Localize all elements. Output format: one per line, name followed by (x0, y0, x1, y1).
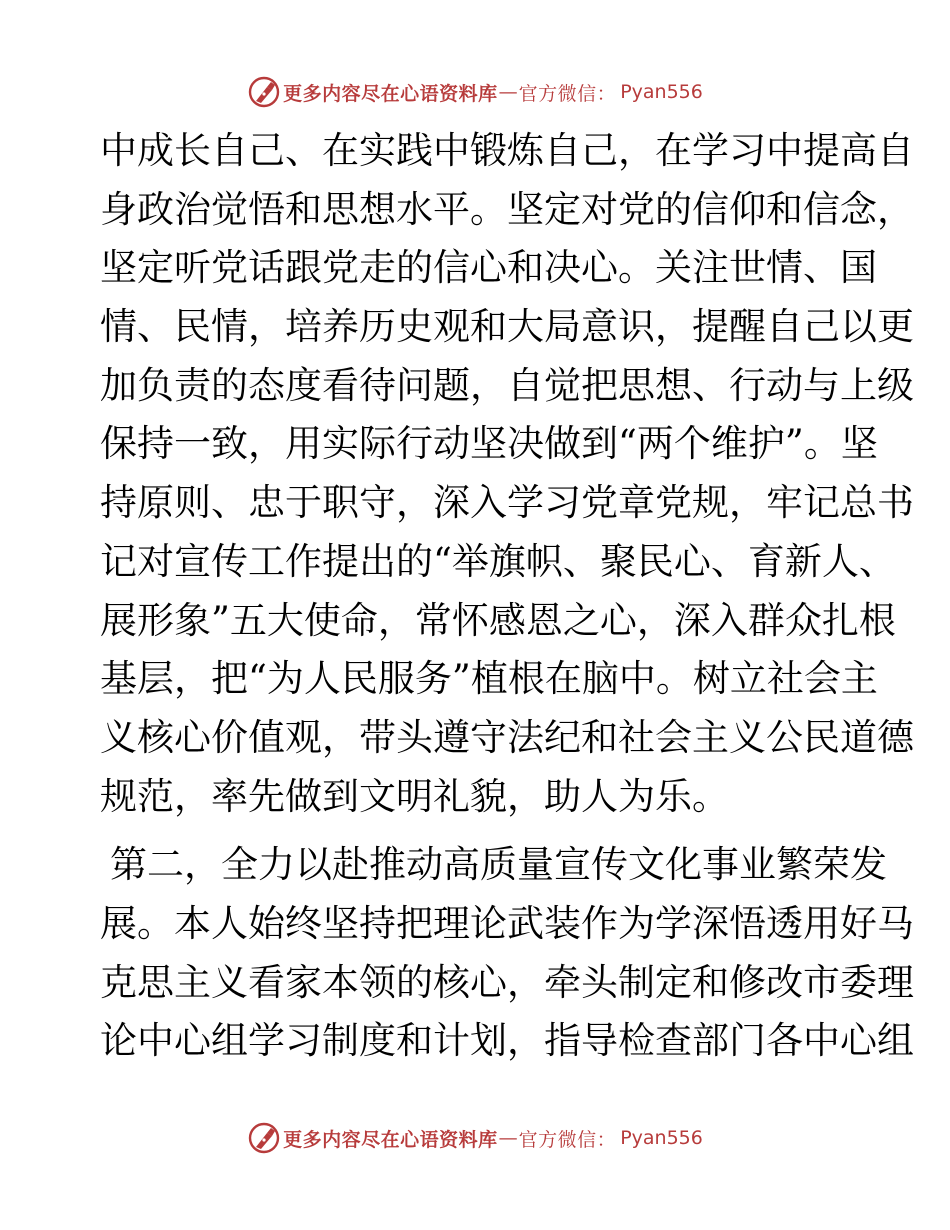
watermark-dash: — (498, 81, 518, 103)
text-line: 展形象”五大使命，常怀感恩之心，深入群众扎根 (100, 598, 896, 642)
watermark-dash: — (498, 1127, 518, 1149)
text-line: 身政治觉悟和思想水平。坚定对党的信仰和信念， (100, 187, 914, 231)
text-line: 坚定听党话跟党走的信心和决心。关注世情、国 (100, 246, 877, 290)
text-line: 论中心组学习制度和计划，指导检查部门各中心组 (100, 1019, 914, 1063)
text-line: 记对宣传工作提出的“举旗帜、聚民心、育新人、 (100, 539, 896, 583)
pen-nib-logo-icon (247, 1121, 281, 1155)
watermark-text: 更多内容尽在心语资料库 (283, 82, 498, 105)
text-line: 克思主义看家本领的核心，牵头制定和修改市委理 (100, 960, 914, 1004)
paragraph-gap (100, 826, 860, 836)
footer-watermark (0, 1118, 950, 1158)
document-body (100, 122, 914, 1071)
text-line: 持原则、忠于职守，深入学习党章党规，牢记总书 (100, 481, 914, 525)
text-line: 展。本人始终坚持把理论武装作为学深悟透用好马 (100, 901, 914, 945)
text-line: 规范，率先做到文明礼貌，助人为乐。 (100, 774, 729, 818)
watermark-text: 更多内容尽在心语资料库 (283, 1128, 498, 1151)
text-line: 加负责的态度看待问题，自觉把思想、行动与上级 (100, 363, 914, 407)
watermark-account-label: 官方微信： (518, 1128, 617, 1151)
watermark-account-label: 官方微信： (518, 82, 617, 105)
watermark-account-id: Pyan556 (620, 1127, 703, 1149)
header-watermark (0, 72, 950, 112)
text-line: 第二，全力以赴推动高质量宣传文化事业繁荣发 (110, 843, 887, 887)
pen-nib-logo-icon (247, 75, 281, 109)
watermark-account-id: Pyan556 (620, 81, 703, 103)
paragraph-1 (100, 122, 914, 826)
text-line: 基层，把“为人民服务”植根在脑中。树立社会主 (100, 657, 878, 701)
text-line: 义核心价值观，带头遵守法纪和社会主义公民道德 (100, 715, 914, 759)
text-line: 保持一致，用实际行动坚决做到“两个维护”。坚 (100, 422, 878, 466)
text-line: 中成长自己、在实践中锻炼自己，在学习中提高自 (100, 129, 914, 172)
paragraph-2 (100, 836, 914, 1071)
text-line: 情、民情，培养历史观和大局意识，提醒自己以更 (100, 305, 914, 349)
